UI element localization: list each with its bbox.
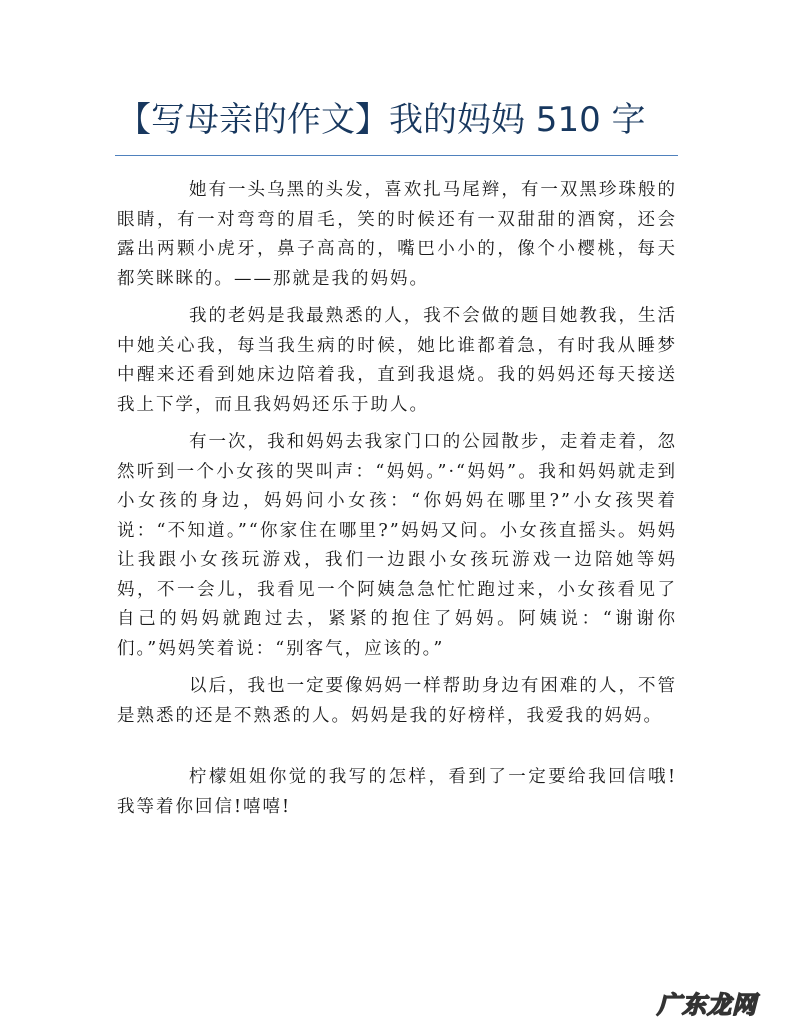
paragraph-story: 有一次，我和妈妈去我家门口的公园散步，走着走着，忽然听到一个小女孩的哭叫声：“妈妈。”·“妈妈”。我和妈妈就走到小女孩的身边，妈妈问小女孩：“你妈妈在哪里?”小女孩哭着说：“不知道。”“你家住在哪里?”妈妈又问。小女孩直摇头。妈妈让我跟小女孩玩游戏，我们一边跟小女孩玩游戏一边陪她等妈妈，不一会儿，我看见一个阿姨急急忙忙跑过来，小女孩看见了自己的妈妈就跑过去，紧紧的抱住了妈妈。阿姨说：“谢谢你们。”妈妈笑着说：“别客气，应该的。” [117, 432, 677, 659]
paragraph-conclusion: 以后，我也一定要像妈妈一样帮助身边有困难的人，不管是熟悉的还是不熟悉的人。妈妈是我的好榜样，我爱我的妈妈。 [117, 676, 677, 726]
title-underline-divider [115, 155, 678, 156]
document-body [117, 176, 677, 830]
site-watermark-logo: 广东龙网 [657, 991, 757, 1019]
paragraph-description: 她有一头乌黑的头发，喜欢扎马尾辫，有一双黑珍珠般的眼睛，有一对弯弯的眉毛，笑的时候还有一双甜甜的酒窝，还会露出两颗小虎牙，鼻子高高的，嘴巴小小的，像个小樱桃，每天都笑眯眯的。——那就是我的妈妈。 [117, 180, 677, 289]
paragraph-postscript: 柠檬姐姐你觉的我写的怎样，看到了一定要给我回信哦!我等着你回信!嘻嘻! [117, 767, 677, 817]
paragraph-care: 我的老妈是我最熟悉的人，我不会做的题目她教我，生活中她关心我，每当我生病的时候，她比谁都着急，有时我从睡梦中醒来还看到她床边陪着我，直到我退烧。我的妈妈还每天接送我上下学，而且我妈妈还乐于助人。 [117, 306, 677, 415]
document-title: 【写母亲的作文】我的妈妈 510 字 [117, 100, 646, 140]
